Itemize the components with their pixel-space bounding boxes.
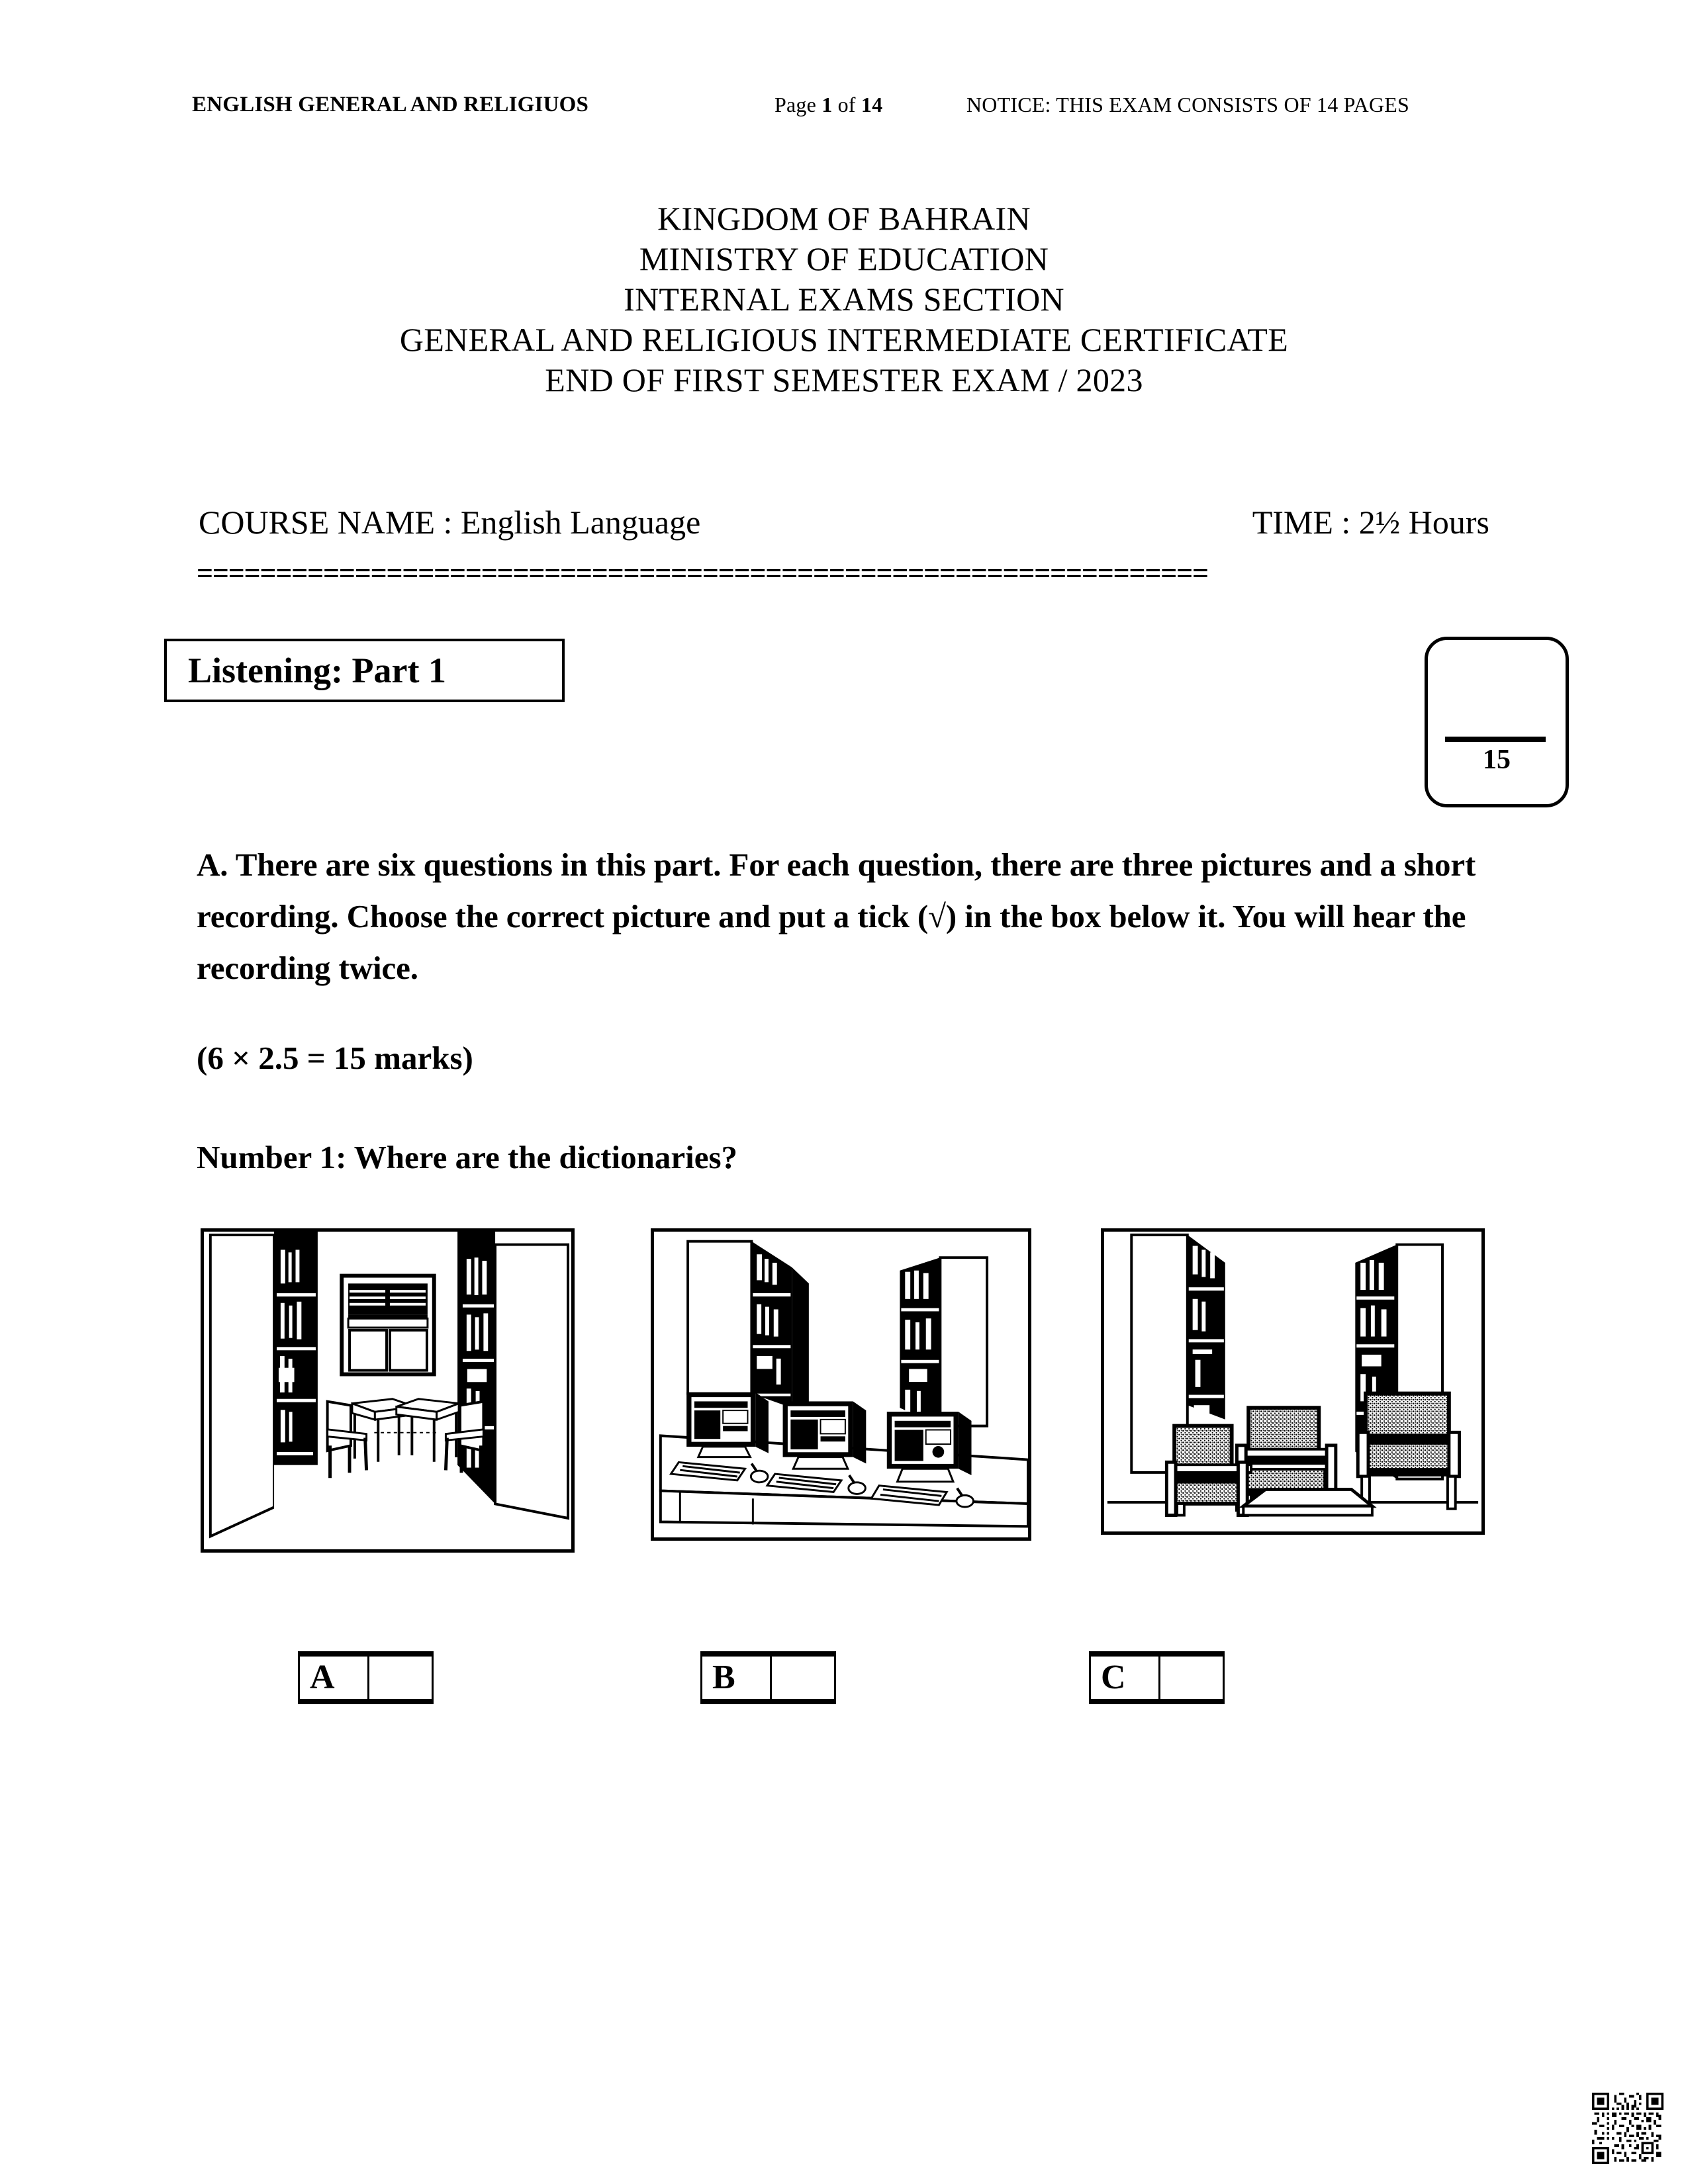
title-line-section: INTERNAL EXAMS SECTION	[624, 281, 1064, 318]
answer-letter-c: C	[1091, 1657, 1160, 1699]
title-line-country: KINGDOM OF BAHRAIN	[657, 200, 1031, 237]
answer-letter-b: B	[702, 1657, 772, 1699]
page-prefix-label: Page	[774, 93, 822, 116]
answer-letter-a: A	[300, 1657, 369, 1699]
question-1-heading: Number 1: Where are the dictionaries?	[197, 1139, 738, 1175]
course-name-label: COURSE NAME : English Language	[199, 504, 701, 541]
page-total: 14	[861, 93, 883, 116]
qr-code-glyph	[1592, 2093, 1664, 2164]
answer-box-c[interactable]	[1089, 1651, 1225, 1704]
question-1-option-a-image[interactable]	[201, 1228, 575, 1553]
exam-time-label: TIME : 2½ Hours	[1252, 504, 1489, 541]
section-total-marks: 15	[1483, 745, 1511, 775]
lounge-armchairs-illustration	[1104, 1232, 1481, 1531]
part-instructions: A. There are six questions in this part. For each question, there are three pictures and a short recording. Choose the correct picture and put a tick (√) in the box below it. You will hear the recording twice.	[197, 846, 1476, 986]
header-separator-rule: ================================================================	[197, 559, 1208, 588]
page-header	[192, 93, 1523, 123]
page-number: 1	[821, 93, 833, 116]
answer-tick-cell-a[interactable]	[369, 1657, 432, 1699]
header-notice: NOTICE: THIS EXAM CONSISTS OF 14 PAGES	[966, 93, 1410, 116]
marks-breakdown-note: (6 × 2.5 = 15 marks)	[197, 1040, 473, 1076]
marks-divider-rule	[1445, 737, 1546, 742]
header-page-indicator	[774, 93, 882, 117]
title-line-certificate: GENERAL AND RELIGIOUS INTERMEDIATE CERTIFICATE	[399, 321, 1289, 358]
answer-tick-cell-c[interactable]	[1160, 1657, 1223, 1699]
question-1-option-c-image[interactable]	[1101, 1228, 1485, 1535]
page-of-label: of	[832, 93, 861, 116]
title-line-exam-term: END OF FIRST SEMESTER EXAM / 2023	[545, 361, 1143, 398]
header-subject-title: ENGLISH GENERAL AND RELIGIUOS	[192, 93, 589, 116]
answer-box-b[interactable]	[700, 1651, 836, 1704]
exam-title-block	[0, 199, 1688, 400]
computer-room-illustration	[654, 1232, 1028, 1537]
section-marks-box	[1425, 637, 1569, 807]
question-1-option-b-image[interactable]	[651, 1228, 1031, 1541]
section-title-box	[164, 639, 565, 702]
answer-box-a[interactable]	[298, 1651, 434, 1704]
section-title-label: Listening: Part 1	[188, 651, 446, 690]
library-reading-room-illustration	[204, 1232, 571, 1549]
answer-tick-cell-b[interactable]	[772, 1657, 834, 1699]
course-info-line	[199, 503, 1489, 541]
qr-code	[1592, 2093, 1664, 2164]
title-line-ministry: MINISTRY OF EDUCATION	[639, 240, 1049, 277]
